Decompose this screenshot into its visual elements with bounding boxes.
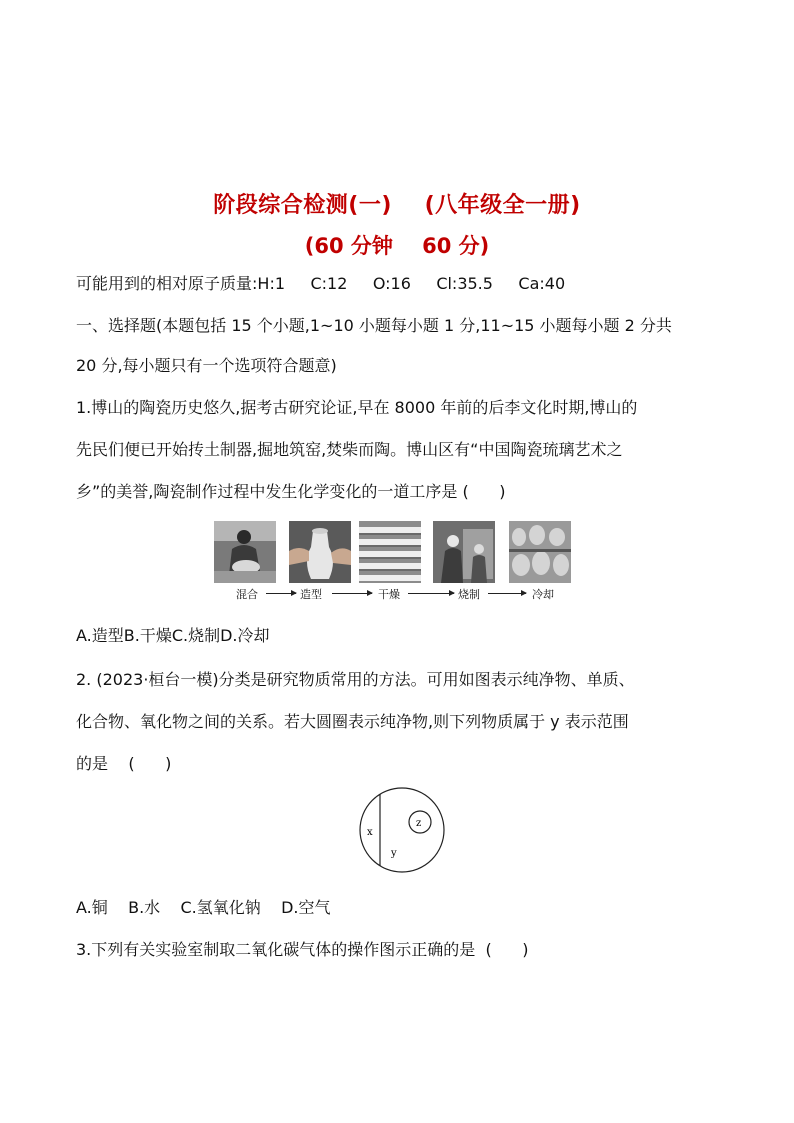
photo-mixing xyxy=(214,521,276,583)
arrow-icon xyxy=(266,593,296,594)
label-z: z xyxy=(416,818,422,829)
q3-text-line1: 3.下列有关实验室制取二氧化碳气体的操作图示正确的是 ( ) xyxy=(76,940,529,959)
section-heading-line2: 20 分,每小题只有一个选项符合题意) xyxy=(76,356,337,375)
title-main: 阶段综合检测(一) xyxy=(213,193,392,218)
atomic-mass-o: O:16 xyxy=(372,274,411,293)
atomic-mass-label: 可能用到的相对原子质量: xyxy=(76,274,258,293)
arrow-icon xyxy=(408,593,454,594)
step-mixing: 混合 xyxy=(236,588,258,601)
arrow-icon xyxy=(332,593,372,594)
photo-cooling xyxy=(509,521,571,583)
label-y: y xyxy=(391,848,397,859)
step-firing: 烧制 xyxy=(458,588,480,601)
q2-text-line3: 的是 ( ) xyxy=(76,754,172,773)
q1-text-line1: 1.博山的陶瓷历史悠久,据考古研究论证,早在 8000 年前的后李文化时期,博山的 xyxy=(76,398,638,417)
atomic-mass-c: C:12 xyxy=(310,274,348,293)
photo-drying xyxy=(359,521,421,583)
total-score: 60 分) xyxy=(422,234,490,258)
classification-diagram xyxy=(358,786,446,874)
time-limit: (60 分钟 xyxy=(304,234,393,258)
photo-shaping xyxy=(289,521,351,583)
photo-firing xyxy=(433,521,495,583)
q1-text-line2: 先民们便已开始抟土制器,掘地筑窑,焚柴而陶。博山区有“中国陶瓷琉璃艺术之 xyxy=(76,440,623,459)
time-score-line xyxy=(0,230,794,260)
atomic-mass-line xyxy=(76,274,565,294)
atomic-mass-ca: Ca:40 xyxy=(518,274,566,293)
step-drying: 干燥 xyxy=(378,588,400,601)
step-shaping: 造型 xyxy=(300,588,322,601)
atomic-mass-cl: Cl:35.5 xyxy=(436,274,493,293)
q2-options: A.铜 B.水 C.氢氧化钠 D.空气 xyxy=(76,898,331,917)
q2-text-line1: 2. (2023·桓台一模)分类是研究物质常用的方法。可用如图表示纯净物、单质、 xyxy=(76,670,635,689)
q2-text-line2: 化合物、氧化物之间的关系。若大圆圈表示纯净物,则下列物质属于 y 表示范围 xyxy=(76,712,629,731)
arrow-icon xyxy=(488,593,526,594)
step-cooling: 冷却 xyxy=(532,588,554,601)
q1-options: A.造型B.干燥C.烧制D.冷却 xyxy=(76,626,270,645)
label-x: x xyxy=(367,827,373,838)
process-flow xyxy=(214,586,584,602)
page-title xyxy=(0,188,794,219)
pottery-process-photos xyxy=(214,521,576,583)
atomic-mass-h: H:1 xyxy=(257,274,286,293)
q1-text-line3: 乡”的美誉,陶瓷制作过程中发生化学变化的一道工序是 ( ) xyxy=(76,482,506,501)
title-sub: (八年级全一册) xyxy=(424,193,581,218)
section-heading-line1: 一、选择题(本题包括 15 个小题,1~10 小题每小题 1 分,11~15 小题每小题 2 分共 xyxy=(76,316,672,335)
